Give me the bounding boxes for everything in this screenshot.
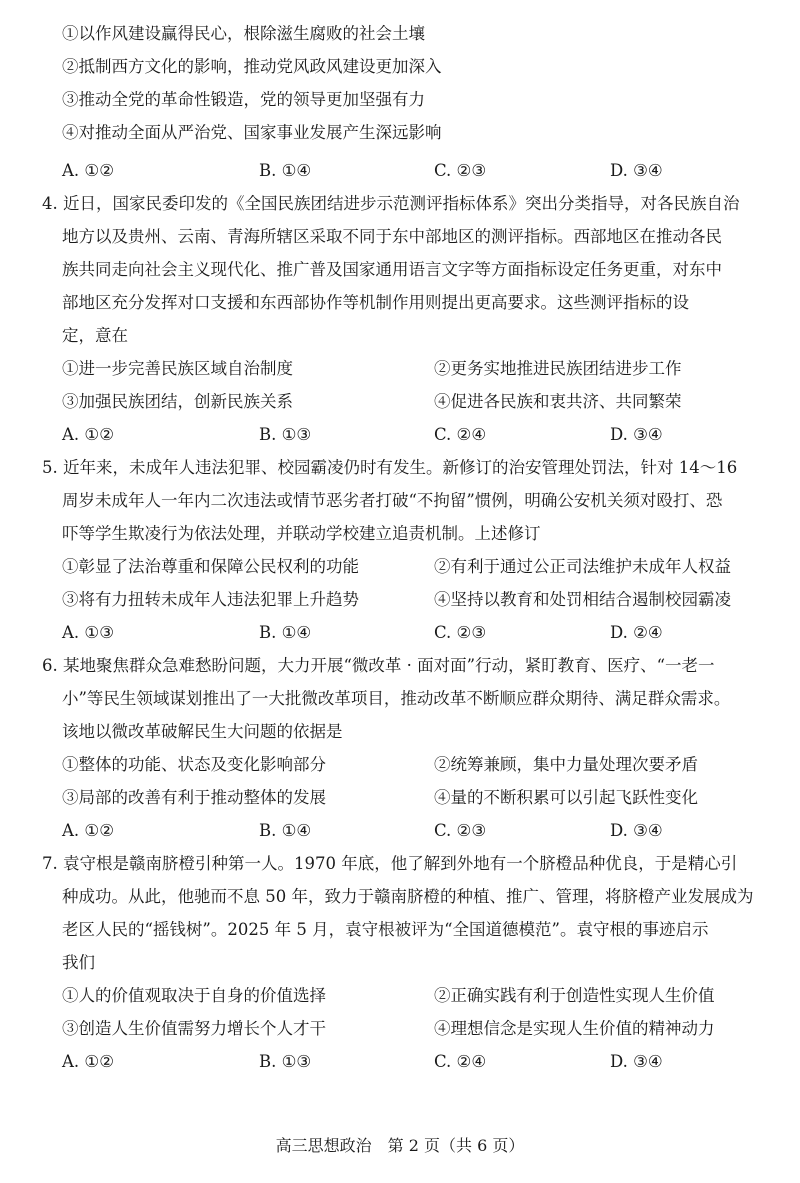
q5-option-3: ③将有力扭转未成年人违法犯罪上升趋势 xyxy=(62,590,359,609)
q3-option-2: ②抵制西方文化的影响，推动党风政风建设更加深入 xyxy=(62,57,442,76)
q6-option-4: ④量的不断积累可以引起飞跃性变化 xyxy=(434,788,698,807)
q7-stem-line: 我们 xyxy=(62,953,95,972)
q6-option-1: ①整体的功能、状态及变化影响部分 xyxy=(62,755,326,774)
q3-answer-c: C. ②③ xyxy=(434,161,487,180)
q3-answers xyxy=(62,154,762,187)
q7-answer-d: D. ③④ xyxy=(610,1052,663,1071)
page-content xyxy=(42,22,762,1078)
q4-answer-a: A. ①② xyxy=(62,425,114,444)
q7-answer-a: A. ①② xyxy=(62,1052,114,1071)
q4-stem-line: 部地区充分发挥对口支援和东西部协作等机制作用则提出更高要求。这些测评指标的设 xyxy=(62,293,689,312)
q3-answer-d: D. ③④ xyxy=(610,161,663,180)
q5-answers xyxy=(62,616,762,649)
q4-answers xyxy=(62,418,762,451)
q7-answer-b: B. ①③ xyxy=(259,1052,312,1071)
q4-options-row-1 xyxy=(62,352,762,385)
q3-answer-b: B. ①④ xyxy=(259,161,312,180)
q6-option-3: ③局部的改善有利于推动整体的发展 xyxy=(62,788,326,807)
q4-option-4: ④促进各民族和衷共济、共同繁荣 xyxy=(434,392,682,411)
q6-answers xyxy=(62,814,762,847)
q5-answer-a: A. ①③ xyxy=(62,623,114,642)
q6-stem-line: 小”等民生领域谋划推出了一大批微改革项目，推动改革不断顺应群众期待、满足群众需求。 xyxy=(62,689,731,708)
q7-stem-line: 7. 袁守根是赣南脐橙引种第一人。1970 年底，他了解到外地有一个脐橙品种优良，于是精心引 xyxy=(42,854,738,873)
q4-option-3: ③加强民族团结，创新民族关系 xyxy=(62,392,293,411)
q5-option-2: ②有利于通过公正司法维护未成年人权益 xyxy=(434,557,731,576)
q4-stem xyxy=(42,187,762,352)
q7-options-row-2 xyxy=(62,1012,762,1045)
q6-answer-a: A. ①② xyxy=(62,821,114,840)
q6-stem xyxy=(42,649,762,748)
q7-block xyxy=(42,847,762,979)
q3-option-1: ①以作风建设赢得民心，根除滋生腐败的社会土壤 xyxy=(62,24,425,43)
q5-stem xyxy=(42,451,762,550)
q5-block xyxy=(42,451,762,550)
q4-answer-c: C. ②④ xyxy=(434,425,487,444)
q3-block xyxy=(62,22,762,187)
q4-answer-b: B. ①③ xyxy=(259,425,312,444)
q6-option-2: ②统筹兼顾，集中力量处理次要矛盾 xyxy=(434,755,698,774)
q6-options-row-1 xyxy=(62,748,762,781)
q7-stem-line: 老区人民的“摇钱树”。2025 年 5 月，袁守根被评为“全国道德模范”。袁守根的事迹启示 xyxy=(62,920,709,939)
q7-option-3: ③创造人生价值需努力增长个人才干 xyxy=(62,1019,326,1038)
q6-stem-line: 该地以微改革破解民生大问题的依据是 xyxy=(62,722,343,741)
q4-block xyxy=(42,187,762,352)
q7-option-1: ①人的价值观取决于自身的价值选择 xyxy=(62,986,326,1005)
q5-option-1: ①彰显了法治尊重和保障公民权利的功能 xyxy=(62,557,359,576)
q4-stem-line: 地方以及贵州、云南、青海所辖区采取不同于东中部地区的测评指标。西部地区在推动各民 xyxy=(62,227,722,246)
q7-option-4: ④理想信念是实现人生价值的精神动力 xyxy=(434,1019,715,1038)
q7-stem xyxy=(42,847,762,979)
q5-stem-line: 5. 近年来，未成年人违法犯罪、校园霸凌仍时有发生。新修订的治安管理处罚法，针对 14～16 xyxy=(42,458,738,477)
q5-answer-b: B. ①④ xyxy=(259,623,312,642)
q7-answers xyxy=(62,1045,762,1078)
q6-stem-line: 6. 某地聚焦群众急难愁盼问题，大力开展“微改革 · 面对面”行动，紧盯教育、医疗、“一老一 xyxy=(42,656,715,675)
q5-options-row-1 xyxy=(62,550,762,583)
q4-stem-line: 族共同走向社会主义现代化、推广普及国家通用语言文字等方面指标设定任务更重，对东中 xyxy=(62,260,722,279)
q5-options-row-2 xyxy=(62,583,762,616)
q3-answer-a: A. ①② xyxy=(62,161,114,180)
q4-stem-line: 4. 近日，国家民委印发的《全国民族团结进步示范测评指标体系》突出分类指导，对各民族自治 xyxy=(42,194,740,213)
q3-option-3: ③推动全党的革命性锻造，党的领导更加坚强有力 xyxy=(62,90,425,109)
q7-stem-line: 种成功。从此，他驰而不息 50 年，致力于赣南脐橙的种植、推广、管理，将脐橙产业发展成为 xyxy=(62,887,754,906)
q6-answer-c: C. ②③ xyxy=(434,821,487,840)
q5-stem-line: 周岁未成年人一年内二次违法或情节恶劣者打破“不拘留”惯例，明确公安机关须对殴打、恐 xyxy=(62,491,723,510)
q6-block xyxy=(42,649,762,748)
q5-stem-line: 吓等学生欺凌行为依法处理，并联动学校建立追责机制。上述修订 xyxy=(62,524,541,543)
q7-options-row-1 xyxy=(62,979,762,1012)
q3-option-4: ④对推动全面从严治党、国家事业发展产生深远影响 xyxy=(62,123,442,142)
q5-answer-d: D. ②④ xyxy=(610,623,663,642)
q5-answer-c: C. ②③ xyxy=(434,623,487,642)
q6-options-row-2 xyxy=(62,781,762,814)
page-footer: 高三思想政治 第 2 页（共 6 页） xyxy=(275,1136,525,1155)
q4-answer-d: D. ③④ xyxy=(610,425,663,444)
q7-option-2: ②正确实践有利于创造性实现人生价值 xyxy=(434,986,715,1005)
q7-answer-c: C. ②④ xyxy=(434,1052,487,1071)
q5-option-4: ④坚持以教育和处罚相结合遏制校园霸凌 xyxy=(434,590,731,609)
q6-answer-b: B. ①④ xyxy=(259,821,312,840)
q6-answer-d: D. ③④ xyxy=(610,821,663,840)
q4-options-row-2 xyxy=(62,385,762,418)
q4-option-1: ①进一步完善民族区域自治制度 xyxy=(62,359,293,378)
q4-stem-line: 定，意在 xyxy=(62,326,128,345)
q4-option-2: ②更务实地推进民族团结进步工作 xyxy=(434,359,682,378)
